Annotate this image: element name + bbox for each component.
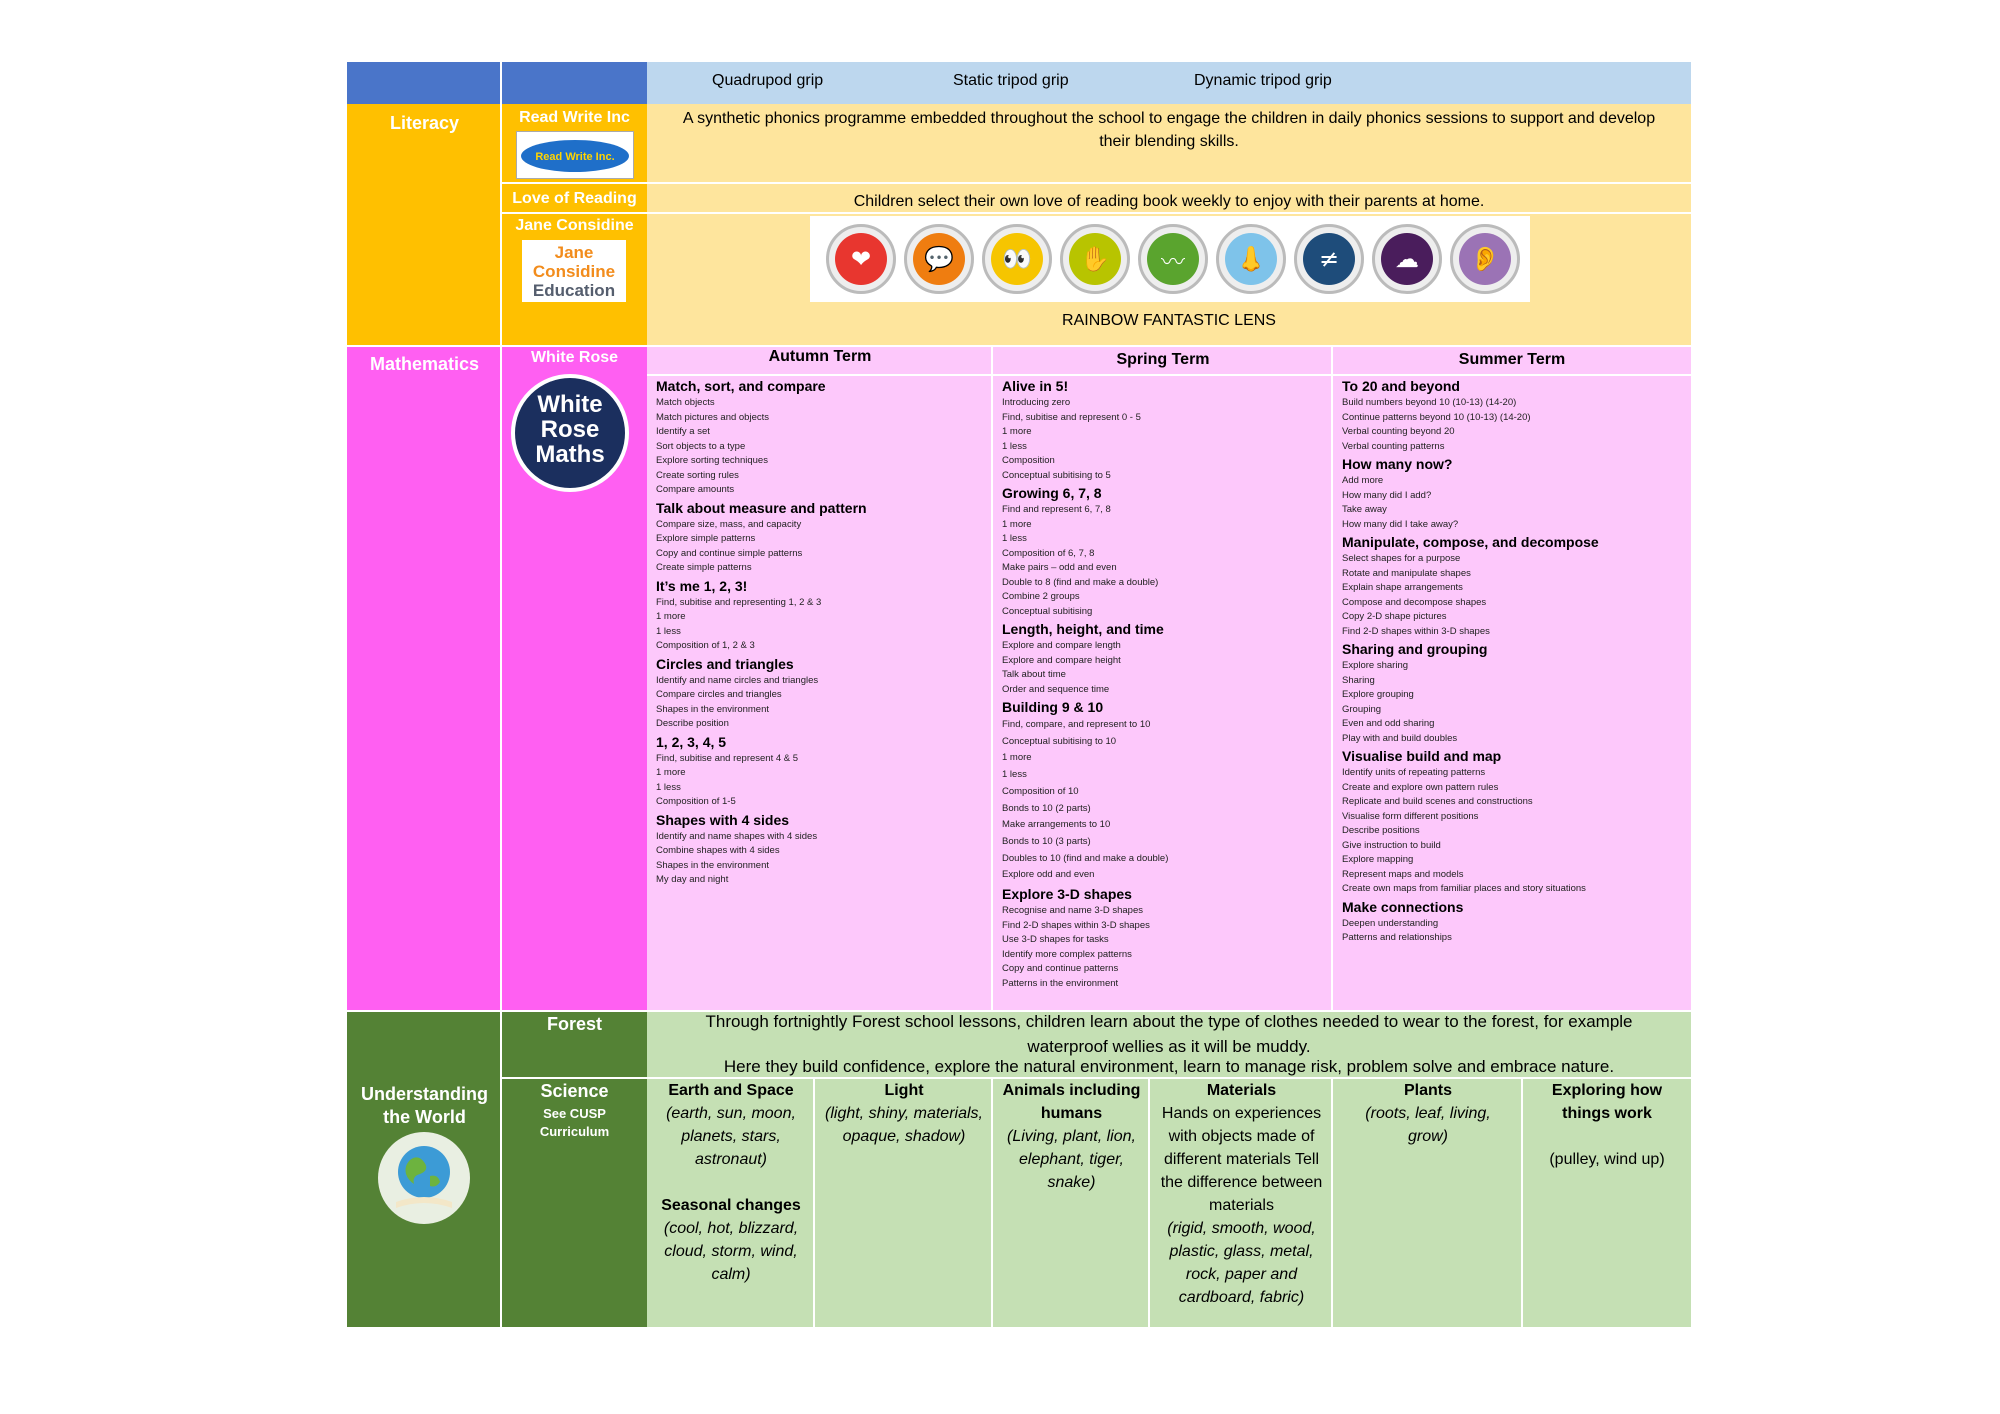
love-of-reading-label: Love of Reading: [512, 190, 637, 207]
maths-block-item: Give instruction to build: [1342, 839, 1441, 851]
maths-block-item: 1 less: [1002, 440, 1027, 452]
speech-bubble-lens-icon: [904, 224, 974, 294]
white-rose-label: White Rose: [530, 349, 619, 366]
maths-block-item: Compare amounts: [656, 484, 735, 495]
maths-block-title: Length, height, and time: [1002, 621, 1164, 637]
maths-block-item: Replicate and build scenes and constructions: [1342, 796, 1533, 807]
maths-block-item: Explore grouping: [1342, 689, 1414, 700]
animals-detail: (Living, plant, lion, elephant, tiger, snake): [1007, 1128, 1136, 1191]
squiggle-lens-icon: [1138, 224, 1208, 294]
earth-space-detail: (earth, sun, moon, planets, stars, astronaut): [666, 1105, 796, 1168]
wr-logo-rose: Rose: [540, 416, 600, 443]
jane-considine-label: Jane Considine: [515, 217, 634, 234]
animals-text: [998, 1079, 1145, 1194]
maths-block-title: Match, sort, and compare: [656, 378, 826, 394]
maths-block-item: Recognise and name 3-D shapes: [1002, 905, 1144, 917]
literacy-area-cell: [347, 104, 502, 345]
nose-lens-icon: [1216, 224, 1286, 294]
plants-detail: (roots, leaf, living, grow): [1365, 1105, 1491, 1145]
maths-block-item: Create and explore own pattern rules: [1342, 781, 1499, 793]
wr-logo-maths: Maths: [535, 441, 605, 468]
grip-quadrupod: Quadrupod grip: [712, 72, 824, 89]
maths-block-item: Find, subitise and representing 1, 2 & 3: [656, 596, 822, 608]
earth-space-text: [652, 1079, 810, 1286]
seasonal-changes-title: Seasonal changes: [661, 1197, 801, 1214]
maths-block-item: Shapes in the environment: [656, 859, 770, 871]
maths-block-item: Identify a set: [656, 426, 710, 437]
hand-lens-icon-face: ✋: [1069, 233, 1121, 285]
materials-title: Materials: [1206, 1082, 1277, 1099]
utw-area-label: Understanding the World: [360, 1084, 488, 1127]
maths-block-title: Circles and triangles: [656, 655, 794, 672]
spring-term-heading: Spring Term: [1116, 351, 1210, 368]
maths-block-item: Make arrangements to 10: [1002, 819, 1111, 831]
exploring-detail: (pulley, wind up): [1549, 1151, 1665, 1168]
maths-block-item: Verbal counting patterns: [1342, 440, 1445, 452]
jc-logo-line2: Considine: [532, 262, 616, 281]
not-equal-lens-icon-face: ≠: [1303, 233, 1355, 285]
speech-bubble-lens-icon-face: 💬: [913, 233, 965, 285]
maths-block-item: Identify and name circles and triangles: [656, 674, 819, 686]
maths-block-item: Compare circles and triangles: [656, 689, 782, 700]
maths-block-title: Building 9 & 10: [1002, 699, 1104, 715]
rwi-description: A synthetic phonics programme embedded throughout the school to engage the children in daily phonics sessions to support and develop their blending skills.: [682, 110, 1656, 151]
maths-block-item: Explore odd and even: [1002, 869, 1095, 881]
maths-block-item: Find, compare, and represent to 10: [1002, 719, 1151, 730]
maths-block-item: Represent maps and models: [1342, 868, 1464, 880]
see-cusp-curriculum-note: See CUSP Curriculum: [539, 1106, 610, 1139]
maths-block-item: Find, subitise and represent 0 - 5: [1002, 411, 1141, 423]
thought-cloud-lens-icon-face: ☁: [1381, 233, 1433, 285]
maths-block-item: Talk about time: [1002, 669, 1066, 680]
maths-block-title: How many now?: [1342, 456, 1453, 472]
maths-block-item: Patterns in the environment: [1002, 977, 1119, 989]
maths-block-item: Explore and compare height: [1002, 654, 1121, 666]
maths-block-item: Select shapes for a purpose: [1342, 553, 1461, 564]
maths-block-item: Explain shape arrangements: [1342, 582, 1463, 593]
light-text: [825, 1079, 983, 1148]
light-title: Light: [884, 1082, 924, 1099]
love-of-reading-description: Children select their own love of reading book weekly to enjoy with their parents at home.: [853, 193, 1485, 210]
maths-block-title: To 20 and beyond: [1342, 378, 1460, 394]
maths-block-item: Sharing: [1342, 674, 1375, 686]
maths-block-title: Make connections: [1342, 898, 1464, 915]
maths-block-item: Sort objects to a type: [656, 440, 746, 452]
maths-block-item: Identify units of repeating patterns: [1342, 767, 1486, 778]
maths-block-title: Shapes with 4 sides: [656, 811, 790, 828]
header-area-cell: [347, 62, 502, 104]
nose-lens-icon-face: 👃: [1225, 233, 1277, 285]
animals-title: Animals including humans: [1002, 1082, 1141, 1122]
heart-lens-icon-face: ❤: [835, 233, 887, 285]
maths-block-item: Take away: [1342, 504, 1387, 515]
spring-term-content: [1002, 376, 1328, 991]
maths-block-item: Compare size, mass, and capacity: [656, 518, 802, 530]
maths-block-item: Conceptual subitising: [1002, 605, 1093, 617]
maths-block-item: 1 more: [1002, 426, 1032, 437]
maths-block-title: Explore 3-D shapes: [1002, 886, 1132, 903]
maths-block-item: Visualise form different positions: [1342, 810, 1479, 822]
header-sub-cell: [502, 62, 647, 104]
grip-dynamic-tripod: Dynamic tripod grip: [1194, 72, 1332, 89]
maths-block-item: Rotate and manipulate shapes: [1342, 567, 1471, 579]
seasonal-changes-detail: (cool, hot, blizzard, cloud, storm, wind, calm): [663, 1220, 799, 1283]
maths-block-title: Alive in 5!: [1002, 378, 1069, 394]
maths-block-item: Describe positions: [1342, 825, 1420, 836]
literacy-area-label: Literacy: [389, 113, 460, 133]
grip-static-tripod: Static tripod grip: [953, 72, 1069, 89]
maths-block-item: Explore mapping: [1342, 854, 1414, 865]
forest-description-2: Here they build confidence, explore the natural environment, learn to manage risk, problem solve and embrace nature.: [723, 1057, 1615, 1076]
maths-block-title: Growing 6, 7, 8: [1002, 485, 1102, 501]
ear-lens-icon: [1450, 224, 1520, 294]
maths-block-item: Deepen understanding: [1342, 917, 1439, 929]
maths-block-title: Sharing and grouping: [1342, 641, 1488, 657]
maths-block-item: 1 more: [656, 767, 686, 778]
white-rose-maths-logo: [511, 374, 629, 492]
ear-lens-icon-face: 👂: [1459, 233, 1511, 285]
maths-block-item: 1 less: [656, 781, 681, 793]
maths-block-item: Even and odd sharing: [1342, 718, 1435, 729]
globe-book-icon: [376, 1130, 472, 1226]
maths-block-item: Identify and name shapes with 4 sides: [656, 830, 818, 842]
maths-block-item: Explore sorting techniques: [656, 455, 768, 466]
maths-block-item: Shapes in the environment: [656, 703, 770, 715]
not-equal-lens-icon: [1294, 224, 1364, 294]
maths-block-item: Match pictures and objects: [656, 411, 770, 423]
maths-block-title: 1, 2, 3, 4, 5: [656, 733, 727, 750]
maths-block-title: It’s me 1, 2, 3!: [656, 577, 748, 594]
maths-block-item: Explore and compare length: [1002, 640, 1121, 651]
maths-block-title: Visualise build and map: [1342, 748, 1502, 764]
maths-block-item: 1 less: [656, 625, 681, 637]
maths-block-item: Explore sharing: [1342, 660, 1409, 671]
maths-block-item: Make pairs – odd and even: [1002, 562, 1117, 573]
maths-block-item: Composition of 6, 7, 8: [1002, 547, 1095, 559]
maths-block-item: Create own maps from familiar places and story situations: [1342, 883, 1586, 894]
maths-block-item: Create simple patterns: [656, 562, 752, 573]
jc-logo-line3: Education: [532, 281, 616, 300]
maths-block-item: 1 less: [1002, 769, 1027, 781]
maths-block-item: How many did I add?: [1342, 489, 1432, 501]
maths-block-item: Copy and continue simple patterns: [656, 547, 803, 559]
maths-block-item: How many did I take away?: [1342, 518, 1459, 530]
materials-body: Hands on experiences with objects made of different materials Tell the difference between materials: [1160, 1105, 1323, 1214]
maths-area-cell: [347, 345, 502, 1010]
maths-block-item: Combine 2 groups: [1002, 591, 1080, 602]
eyes-lens-icon-face: 👀: [991, 233, 1043, 285]
light-detail: (light, shiny, materials, opaque, shadow): [825, 1105, 983, 1145]
maths-block-item: Composition of 1, 2 & 3: [656, 640, 755, 651]
exploring-title: Exploring how things work: [1551, 1082, 1663, 1122]
maths-block-item: Double to 8 (find and make a double): [1002, 576, 1159, 588]
summer-term-heading: Summer Term: [1458, 351, 1566, 368]
materials-text: [1155, 1079, 1328, 1309]
maths-block-item: Composition: [1002, 455, 1055, 466]
maths-block-item: Composition of 1-5: [656, 796, 736, 807]
maths-block-item: Find, subitise and represent 4 & 5: [656, 752, 799, 764]
hand-lens-icon: [1060, 224, 1130, 294]
maths-block-item: Add more: [1342, 475, 1384, 486]
maths-block-item: Find 2-D shapes within 3-D shapes: [1342, 625, 1490, 637]
forest-label: Forest: [546, 1014, 602, 1034]
maths-block-item: Bonds to 10 (2 parts): [1002, 802, 1091, 814]
maths-block-item: Bonds to 10 (3 parts): [1002, 835, 1091, 847]
maths-block-item: Match objects: [656, 397, 715, 408]
maths-block-item: 1 more: [1002, 518, 1032, 530]
maths-block-item: Find and represent 6, 7, 8: [1002, 504, 1111, 515]
maths-block-item: Order and sequence time: [1002, 683, 1110, 695]
fantastic-lens-strip: [810, 216, 1530, 302]
earth-space-title: Earth and Space: [668, 1082, 794, 1099]
thought-cloud-lens-icon: [1372, 224, 1442, 294]
jane-considine-logo: [522, 240, 626, 302]
materials-detail: (rigid, smooth, wood, plastic, glass, metal, rock, paper and cardboard, fabric): [1167, 1220, 1316, 1306]
maths-block-item: Describe position: [656, 718, 729, 729]
maths-block-item: Explore simple patterns: [656, 533, 756, 544]
maths-block-item: Continue patterns beyond 10 (10-13) (14-20): [1342, 411, 1531, 423]
rwi-label: Read Write Inc: [519, 109, 630, 126]
maths-block-item: Composition of 10: [1002, 785, 1079, 797]
maths-block-item: Doubles to 10 (find and make a double): [1002, 852, 1169, 864]
autumn-term-heading: Autumn Term: [768, 348, 872, 365]
maths-block-item: Copy 2-D shape pictures: [1342, 611, 1447, 622]
maths-block-title: Talk about measure and pattern: [656, 499, 867, 516]
maths-block-item: Identify more complex patterns: [1002, 948, 1132, 960]
maths-block-item: 1 less: [1002, 533, 1027, 544]
jc-logo-line1: Jane: [554, 243, 594, 262]
maths-block-item: Copy and continue patterns: [1002, 963, 1119, 975]
maths-block-item: Introducing zero: [1002, 397, 1071, 408]
maths-block-item: Build numbers beyond 10 (10-13) (14-20): [1342, 397, 1517, 408]
maths-block-item: Conceptual subitising to 5: [1002, 469, 1111, 481]
maths-block-item: Play with and build doubles: [1342, 732, 1458, 744]
maths-block-item: Verbal counting beyond 20: [1342, 426, 1455, 437]
maths-area-label: Mathematics: [369, 354, 480, 374]
summer-term-content: [1342, 376, 1688, 946]
squiggle-lens-icon-face: 〰: [1147, 233, 1199, 285]
maths-block-item: Combine shapes with 4 sides: [656, 845, 780, 856]
maths-block-item: 1 more: [1002, 752, 1032, 764]
heart-lens-icon: [826, 224, 896, 294]
science-label: Science: [540, 1081, 609, 1101]
maths-block-title: Manipulate, compose, and decompose: [1342, 534, 1599, 550]
maths-block-item: Find 2-D shapes within 3-D shapes: [1002, 919, 1150, 931]
exploring-text: [1533, 1079, 1681, 1171]
plants-title: Plants: [1403, 1082, 1452, 1099]
maths-block-item: 1 more: [656, 611, 686, 622]
rainbow-fantastic-lens-caption: RAINBOW FANTASTIC LENS: [1062, 312, 1276, 329]
maths-block-item: Conceptual subitising to 10: [1002, 735, 1117, 747]
rwi-logo-text: Read Write Inc.: [535, 151, 615, 163]
autumn-term-content: [656, 376, 986, 888]
maths-block-item: Create sorting rules: [656, 469, 739, 481]
maths-block-item: My day and night: [656, 874, 729, 885]
plants-text: [1353, 1079, 1503, 1148]
maths-block-item: Grouping: [1342, 703, 1382, 715]
maths-block-item: Patterns and relationships: [1342, 932, 1452, 943]
wr-logo-white: White: [537, 391, 603, 418]
read-write-inc-logo: [516, 131, 634, 179]
eyes-lens-icon: [982, 224, 1052, 294]
maths-block-item: Use 3-D shapes for tasks: [1002, 934, 1109, 946]
maths-block-item: Compose and decompose shapes: [1342, 596, 1487, 608]
forest-description-1: Through fortnightly Forest school lessons, children learn about the type of clothes needed to wear to the forest, for example waterproof wellies as it will be muddy.: [705, 1012, 1633, 1056]
